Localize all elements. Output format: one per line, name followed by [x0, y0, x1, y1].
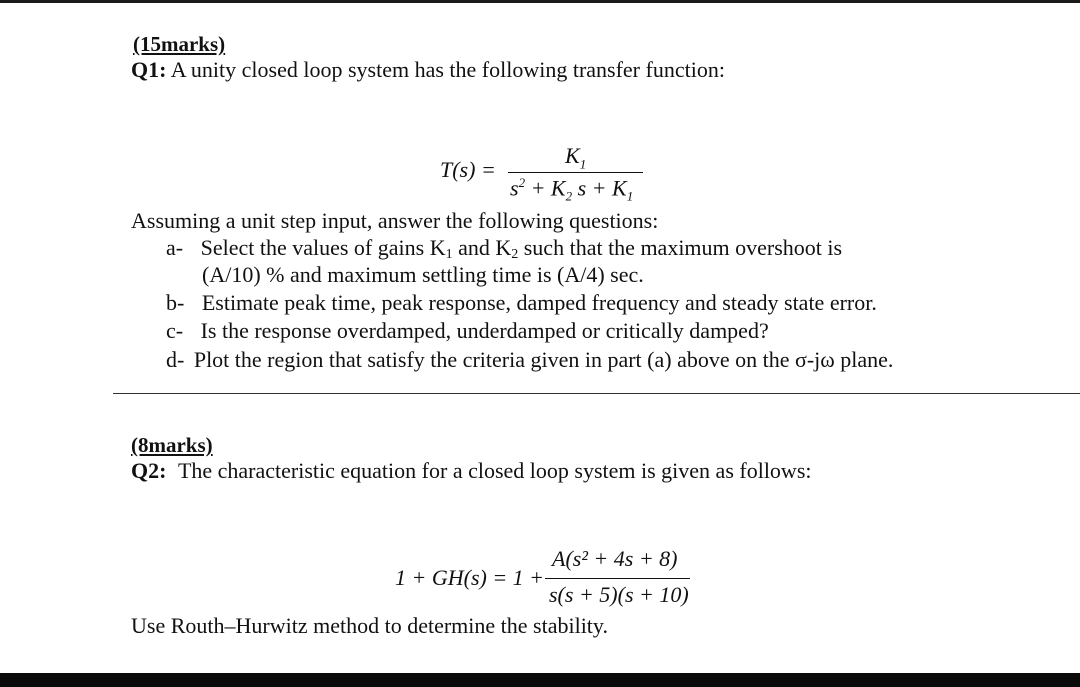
- section-divider: [113, 393, 1080, 394]
- q1-item-a-continuation: (A/10) % and maximum settling time is (A/4) sec.: [202, 262, 644, 287]
- bottom-black-bar: [0, 673, 1080, 687]
- q2-label: Q2:: [131, 458, 167, 483]
- q2-eq-lhs: 1 + GH(s) = 1 +: [395, 565, 545, 590]
- q2-intro: The characteristic equation for a closed loop system is given as follows:: [177, 458, 812, 483]
- q1-eq-denominator: $s^2 + K_2$ $s + K_1$: [510, 175, 634, 204]
- q1-heading: [131, 57, 725, 83]
- q1-label: Q1:: [131, 57, 167, 82]
- top-border-line: [0, 0, 1080, 3]
- q2-eq-denominator: s(s + 5)(s + 10): [549, 582, 689, 607]
- q2-eq-numerator: A(s² + 4s + 8): [552, 546, 678, 571]
- q2-closing: Use Routh–Hurwitz method to determine the stability.: [131, 613, 608, 638]
- q2-marks: (8marks): [131, 433, 213, 457]
- q1-item-a: a- Select the values of gains K1 and K2 such that the maximum overshoot is: [166, 235, 843, 262]
- q1-fraction-bar: [508, 172, 643, 173]
- q1-eq-numerator: $K_1$: [565, 143, 587, 172]
- q1-item-d: d- Plot the region that satisfy the criteria given in part (a) above on the σ-jω plane.: [166, 347, 894, 372]
- q2-heading: [131, 458, 812, 484]
- q1-intro: A unity closed loop system has the following transfer function:: [170, 57, 725, 82]
- q1-marks: (15marks): [133, 32, 226, 56]
- q1-item-b: b- Estimate peak time, peak response, damped frequency and steady state error.: [166, 290, 877, 315]
- q1-item-c: c- Is the response overdamped, underdamped or critically damped?: [166, 318, 769, 343]
- q1-assumption: Assuming a unit step input, answer the following questions:: [131, 208, 659, 233]
- q1-eq-lhs: T(s) =: [440, 157, 496, 182]
- q2-fraction-bar: [545, 578, 690, 579]
